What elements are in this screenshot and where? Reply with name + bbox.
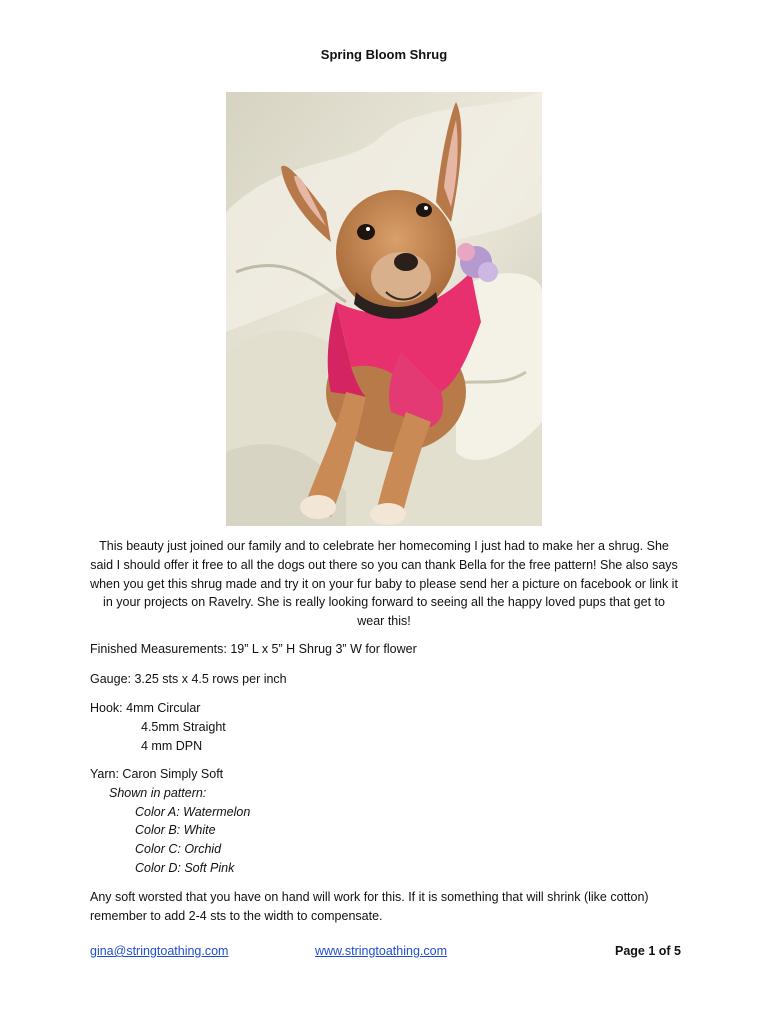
footer-website-link[interactable]: www.stringtoathing.com (315, 944, 448, 958)
hook-line-1: Hook: 4mm Circular (90, 701, 201, 715)
yarn-color-b: Color B: White (135, 823, 216, 837)
yarn-color-d: Color D: Soft Pink (135, 861, 235, 875)
intro-paragraph: This beauty just joined our family and to celebrate her homecoming I just had to make her a shrug. She said I should offer it free to all the dogs out there so you can thank Bella for the free pattern! She also says when you get this shrug made and try it on your fur baby to please send her a picture on facebook or link it in your projects on Ravelry. She is really looking forward to seeing all the happy loved pups that get to wear this! (90, 539, 678, 629)
hook-line-2: 4.5mm Straight (141, 720, 226, 734)
dog-photo (226, 92, 542, 526)
footer-email-link[interactable]: gina@stringtoathing.com (90, 944, 229, 958)
page-number: Page 1 of 5 (615, 944, 681, 958)
hook-line-3: 4 mm DPN (141, 739, 203, 753)
gauge: Gauge: 3.25 sts x 4.5 rows per inch (90, 672, 287, 686)
yarn-line: Yarn: Caron Simply Soft (90, 767, 224, 781)
yarn-shown-in-pattern: Shown in pattern: (109, 786, 207, 800)
yarn-color-c: Color C: Orchid (135, 842, 222, 856)
yarn-substitution-note: Any soft worsted that you have on hand will work for this. If it is something that will shrink (like cotton) remember to add 2-4 sts to the width to compensate. (90, 890, 649, 923)
yarn-color-a: Color A: Watermelon (135, 805, 251, 819)
page-title: Spring Bloom Shrug (320, 47, 448, 62)
dog-in-shrug-illustration (226, 92, 542, 526)
finished-measurements: Finished Measurements: 19” L x 5” H Shrug 3” W for flower (90, 642, 417, 656)
